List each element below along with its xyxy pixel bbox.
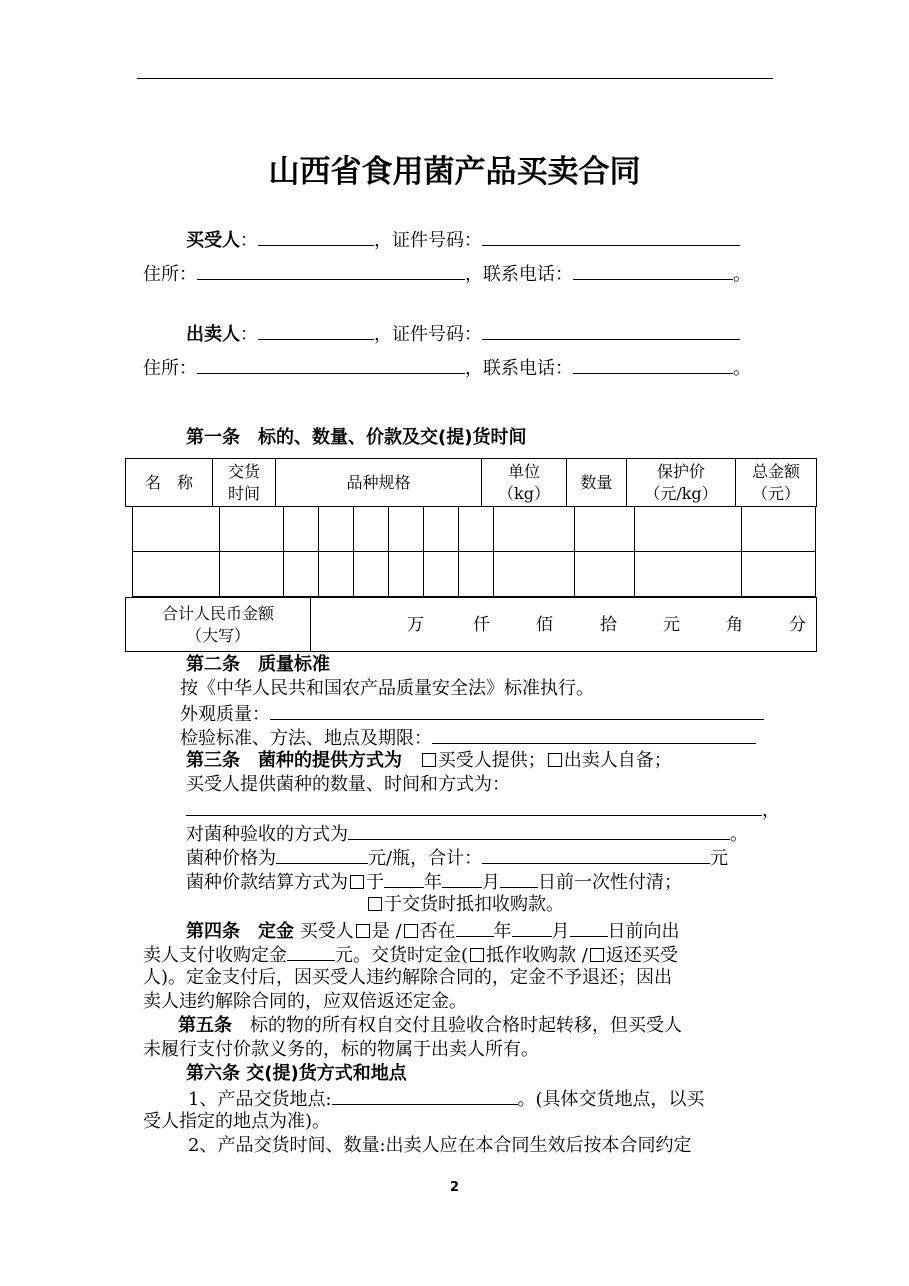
deposit-amount-field[interactable]	[287, 942, 335, 961]
accept-label: 对菌种验收的方式为	[186, 824, 348, 845]
seller-label: 出卖人	[186, 324, 240, 345]
comma: ，	[762, 800, 780, 821]
settle-once-checkbox[interactable]	[350, 875, 364, 889]
header-delivery-time	[213, 459, 276, 507]
article3-settle-line2	[366, 893, 564, 917]
deposit-yes-checkbox[interactable]	[356, 924, 370, 938]
header-quantity: 数量	[567, 459, 627, 507]
article4-line3: 人)。定金支付后，因买受人违约解除合同的，定金不予退还；因出	[143, 967, 673, 988]
deposit-day: 日前向出	[607, 921, 680, 942]
table-cell[interactable]	[319, 552, 354, 597]
table-cell[interactable]	[742, 507, 816, 552]
article3-blank-line	[186, 797, 780, 823]
unit-yuan: 元	[663, 614, 680, 635]
price-field[interactable]	[276, 845, 368, 864]
header-variety: 品种规格	[276, 459, 482, 507]
header-protect-price-1: 保护价	[656, 461, 705, 481]
article6-line2: 受人指定的地点为准)。	[143, 1111, 331, 1132]
table-cell[interactable]	[284, 552, 319, 597]
settle-label: 菌种价款结算方式为	[186, 872, 348, 893]
deposit-yes-label: 是 /	[371, 921, 402, 942]
buyer-id-label: ，证件号码：	[374, 230, 482, 251]
table-cell[interactable]	[635, 507, 742, 552]
table-cell[interactable]	[742, 552, 816, 597]
appearance-field[interactable]	[270, 701, 764, 720]
header-protect-price-2: （元/kg）	[644, 483, 718, 503]
deposit-day-field[interactable]	[570, 918, 608, 937]
inspection-field[interactable]	[432, 725, 756, 744]
page-number: 2	[449, 1180, 460, 1195]
inspection-label: 检验标准、方法、地点及期限：	[180, 728, 432, 749]
header-protect-price	[627, 459, 736, 507]
deposit-offset-checkbox[interactable]	[470, 948, 484, 962]
article6-line3: 2、产品交货时间、数量:出卖人应在本合同生效后按本合同约定	[188, 1135, 692, 1156]
header-total-1: 总金额	[751, 461, 800, 481]
article3-heading: 第三条 菌种的提供方式为	[186, 750, 402, 771]
unit-fen: 分	[789, 614, 806, 635]
sum-label-1: 合计人民币金额	[161, 603, 274, 623]
seller-line: 出卖人： ，证件号码：	[186, 321, 740, 347]
settle-deduct-checkbox[interactable]	[368, 897, 382, 911]
seller-name-field[interactable]	[258, 321, 374, 340]
table-cell[interactable]	[284, 507, 319, 552]
settle-month: 月	[482, 872, 500, 893]
unit-bai: 佰	[536, 614, 553, 635]
table-row	[133, 552, 816, 597]
article3-line1: 买受人提供菌种的数量、时间和方式为：	[186, 774, 510, 795]
buyer-id-field[interactable]	[482, 227, 740, 246]
settle-month-field[interactable]	[442, 869, 482, 888]
table-cell[interactable]	[133, 552, 220, 597]
header-delivery-time-2: 时间	[227, 483, 260, 503]
buyer-address-field[interactable]	[197, 261, 465, 280]
price-yuan: 元	[710, 848, 729, 869]
article3-line	[186, 749, 672, 773]
table-cell[interactable]	[494, 507, 575, 552]
unit-jiao: 角	[726, 614, 743, 635]
article2-line3	[180, 725, 756, 751]
buyer-provides-label: 买受人提供；	[437, 750, 546, 771]
settle-year-field[interactable]	[384, 869, 424, 888]
seller-phone-label: ，联系电话：	[465, 358, 573, 379]
deposit-month: 月	[551, 921, 570, 942]
settle-day: 日前一次性付清；	[538, 872, 682, 893]
deposit-no-label: 否在	[419, 921, 456, 942]
buyer-line: 买受人： ，证件号码：	[186, 227, 740, 253]
price-label: 菌种价格为	[186, 848, 276, 869]
table-cell[interactable]	[575, 552, 635, 597]
table-cell[interactable]	[575, 507, 635, 552]
seller-address-label: 住所：	[143, 358, 197, 379]
deposit-offset-label: 抵作收购款 /	[486, 945, 588, 966]
unit-qian: 仟	[473, 614, 490, 635]
deposit-return-label: 返还买受	[605, 945, 678, 966]
settle-day-field[interactable]	[500, 869, 538, 888]
table-row	[133, 507, 816, 552]
deposit-pay-label: 卖人支付收购定金	[143, 945, 287, 966]
article6-heading: 第六条 交(提)货方式和地点	[186, 1063, 407, 1084]
header-total	[736, 459, 817, 507]
article3-accept-line: 对菌种验收的方式为 。	[186, 821, 748, 847]
article5-line1	[178, 1014, 682, 1038]
header-delivery-time-1: 交货	[227, 461, 260, 481]
goods-data-rows	[132, 506, 816, 597]
seller-provides-checkbox[interactable]	[548, 753, 562, 767]
table-cell[interactable]	[635, 552, 742, 597]
sum-amount-field[interactable]	[311, 598, 817, 652]
deposit-buyer: 买受人	[299, 921, 354, 942]
header-unit-2: （kg）	[498, 483, 550, 503]
appearance-label: 外观质量：	[180, 704, 270, 725]
seller-id-label: ，证件号码：	[374, 324, 482, 345]
table-cell[interactable]	[389, 552, 424, 597]
article2-heading: 第二条 质量标准	[186, 654, 330, 675]
seller-phone-field[interactable]	[573, 355, 733, 374]
settle-deduct-label: 于交货时抵扣收购款。	[384, 894, 564, 915]
buyer-end: 。	[733, 264, 751, 285]
buyer-label: 买受人	[186, 230, 240, 251]
unit-shi: 拾	[600, 614, 617, 635]
deposit-month-field[interactable]	[512, 918, 552, 937]
table-cell[interactable]	[459, 507, 494, 552]
article6-line1	[188, 1086, 705, 1112]
buyer-name-field[interactable]	[258, 227, 374, 246]
buyer-address-label: 住所：	[143, 264, 197, 285]
buyer-phone-field[interactable]	[573, 261, 733, 280]
spawn-supply-field[interactable]	[186, 797, 762, 816]
table-cell[interactable]	[424, 552, 459, 597]
article3-settle-line	[186, 869, 682, 895]
delivery-place-label: 1、产品交货地点:	[188, 1089, 332, 1110]
deposit-year-field[interactable]	[456, 918, 494, 937]
header-total-2: （元）	[751, 483, 800, 503]
total-field[interactable]	[482, 845, 710, 864]
header-unit-1: 单位	[507, 461, 540, 481]
seller-address-line	[143, 355, 751, 381]
buyer-provides-checkbox[interactable]	[422, 753, 436, 767]
unit-wan: 万	[407, 614, 424, 635]
table-cell[interactable]	[220, 552, 284, 597]
table-cell[interactable]	[389, 507, 424, 552]
goods-table	[125, 458, 817, 507]
header-unit	[482, 459, 567, 507]
deposit-no-checkbox[interactable]	[404, 924, 418, 938]
table-cell[interactable]	[354, 507, 389, 552]
article5-text: 标的物的所有权自交付且验收合格时起转移，但买受人	[232, 1015, 682, 1036]
seller-end: 。	[733, 358, 751, 379]
table-cell[interactable]	[220, 507, 284, 552]
seller-id-field[interactable]	[482, 321, 740, 340]
table-cell[interactable]	[319, 507, 354, 552]
settle-yu: 于	[366, 872, 384, 893]
buyer-address-line	[143, 261, 751, 287]
article2-line2	[180, 701, 764, 727]
article4-line1	[186, 918, 680, 944]
article3-price-line	[186, 845, 728, 871]
article5-heading: 第五条	[178, 1015, 232, 1036]
settle-year: 年	[424, 872, 442, 893]
article4-line2	[143, 942, 678, 968]
article1-heading: 第一条 标的、数量、价款及交(提)货时间	[186, 427, 527, 448]
article4-line4: 卖人违约解除合同的，应双倍返还定金。	[143, 991, 467, 1012]
table-cell[interactable]	[133, 507, 220, 552]
article4-heading: 第四条 定金	[186, 921, 294, 942]
accept-field[interactable]	[348, 821, 730, 840]
table-cell[interactable]	[354, 552, 389, 597]
article2-line1: 按《中华人民共和国农产品质量安全法》标准执行。	[180, 678, 594, 699]
buyer-phone-label: ，联系电话：	[465, 264, 573, 285]
deposit-return-checkbox[interactable]	[590, 948, 604, 962]
article5-line2: 未履行支付价款义务的，标的物属于出卖人所有。	[143, 1039, 539, 1060]
seller-provides-label: 出卖人自备；	[563, 750, 672, 771]
table-cell[interactable]	[424, 507, 459, 552]
table-cell[interactable]	[494, 552, 575, 597]
delivery-place-field[interactable]	[332, 1086, 518, 1105]
document-title: 山西省食用菌产品买卖合同	[268, 154, 641, 190]
sum-label-2: （大写）	[185, 625, 250, 645]
top-rule	[137, 78, 773, 79]
deposit-year: 年	[493, 921, 512, 942]
seller-address-field[interactable]	[197, 355, 465, 374]
deposit-yuan: 元。交货时定金(	[335, 945, 469, 966]
header-name: 名 称	[126, 459, 213, 507]
delivery-place-note: 。(具体交货地点，以买	[517, 1089, 705, 1110]
table-cell[interactable]	[459, 552, 494, 597]
sum-label	[126, 598, 311, 652]
sum-table	[125, 597, 817, 652]
price-unit: 元/瓶，合计：	[368, 848, 483, 869]
